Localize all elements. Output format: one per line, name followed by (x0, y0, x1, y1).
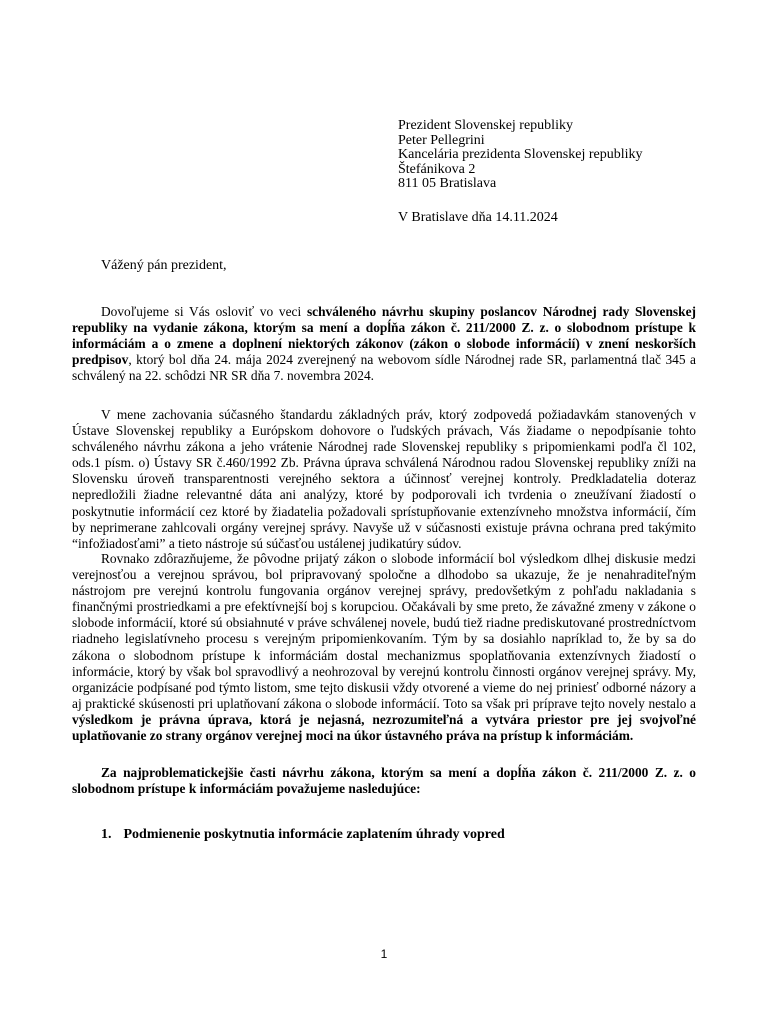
paragraph-1-intro: Dovoľujeme si Vás osloviť vo veci (101, 304, 307, 319)
page-number: 1 (380, 947, 388, 961)
paragraph-2: V mene zachovania súčasného štandardu základných práv, ktorý zodpovedá požiadavkám stanovených v Ústave Slovenskej republiky a Európskom dohovore o ľudských právach, Vás žiadame o nepodpísanie tohto schváleného návrhu zákona a jeho vrátenie Národnej rade Slovenskej republiky s pripomienkami podľa čl 102, ods.1 písm. o) Ústavy SR č.460/1992 Zb. Právna úprava schválená Národnou radou Slovenskej republiky zníži na Slovensku úroveň transparentnosti verejného sektora a účinnosť verejnej kontroly. Predkladatelia doteraz nepredložili žiadne relevantné dáta ani analýzy, ktoré by podporovali ich tvrdenia o zneužívaní žiadostí o poskytnutie informácií cez ktoré by žiadatelia požadovali sprístupňovanie extenzívneho množstva informácií, čím by neprimerane zahlcovali orgány verejnej správy. Navyše už v súčasnosti existuje právna ochrana pred takýmito “infožiadosťami” a tieto nástroje sú súčasťou ustálenej judikatúry súdov. (72, 407, 696, 551)
paragraph-1-bold: schváleného návrhu skupiny poslancov Národnej rady Slovenskej republiky na vydanie zákona, ktorým sa mení a dopĺňa zákon č. 211/2000 Z. z. o slobodnom prístupe k informáciám a o zmene a doplnení niektorých zákonov (zákon o slobode informácií) v znení neskorších predpisov (72, 304, 696, 368)
paragraph-1 (72, 304, 696, 384)
salutation: Vážený pán prezident, (101, 258, 227, 273)
recipient-address (398, 119, 643, 192)
list-item (101, 827, 505, 843)
paragraph-1-rest: , ktorý bol dňa 24. mája 2024 zverejnený na webovom sídle Národnej rade SR, parlamentná tlač 345 a schválený na 22. schôdzi NR SR dňa 7. novembra 2024. (72, 352, 696, 384)
recipient-line: Prezident Slovenskej republiky (398, 118, 573, 133)
recipient-line: Štefánikova 2 (398, 161, 476, 177)
recipient-line: Peter Pellegrini (398, 132, 485, 148)
paragraph-3 (72, 551, 696, 744)
paragraph-4 (72, 765, 696, 797)
recipient-line: 811 05 Bratislava (398, 176, 497, 192)
paragraph-3-bold: výsledkom je právna úprava, ktorá je nejasná, nezrozumiteľná a vytvára priestor pre jej svojvoľné uplatňovanie zo strany orgánov verejnej moci na úkor ústavného práva na prístup k informáciám. (72, 711, 696, 744)
list-item-heading: Podmienenie poskytnutia informácie zaplatením úhrady vopred (123, 827, 505, 842)
recipient-line: Kancelária prezidenta Slovenskej republiky (398, 147, 643, 163)
paragraph-4-bold: Za najproblematickejšie časti návrhu zákona, ktorým sa mení a dopĺňa zákon č. 211/2000 Z. z. o slobodnom prístupe k informáciám považujeme nasledujúce: (72, 765, 696, 797)
letter-date: V Bratislave dňa 14.11.2024 (398, 210, 558, 225)
list-item-number: 1. (101, 827, 112, 842)
paragraph-3-text: Rovnako zdôrazňujeme, že pôvodne prijatý zákon o slobode informácií bol výsledkom dlhej diskusie medzi verejnosťou a verejnou správou, bol pripravovaný spoločne a dlhodobo sa ukazuje, že je nenahraditeľným nástrojom pre verejnú kontrolu fungovania orgánov verejnej správy, predovšetkým z pohľadu nakladania s finančnými prostriedkami a pre efektívnejší boj s korupciou. Očakávali by sme preto, že závažné zmeny v zákone o slobode informácií, ktoré sú obsiahnuté v práve schválenej novele, budú tiež riadne prediskutované prostredníctvom riadneho legislatívneho procesu s verejným pripomienkovaním. Tým by sa dosiahlo napríklad to, že by sa do zákona o slobodnom prístupe k informáciám dostal mechanizmus spoplatňovania extenzívnych žiadostí o informácie, ktorý by však bol spravodlivý a neohrozoval by verejnú kontrolu činnosti orgánov verejnej správy. My, organizácie podpísané pod týmto listom, sme tejto diskusii vždy otvorené a vieme do nej priniesť odborné názory a aj praktické skúsenosti pri uplatňovaní zákona o slobode informácií. Toto sa však pri príprave tejto novely nestalo a (72, 551, 696, 711)
